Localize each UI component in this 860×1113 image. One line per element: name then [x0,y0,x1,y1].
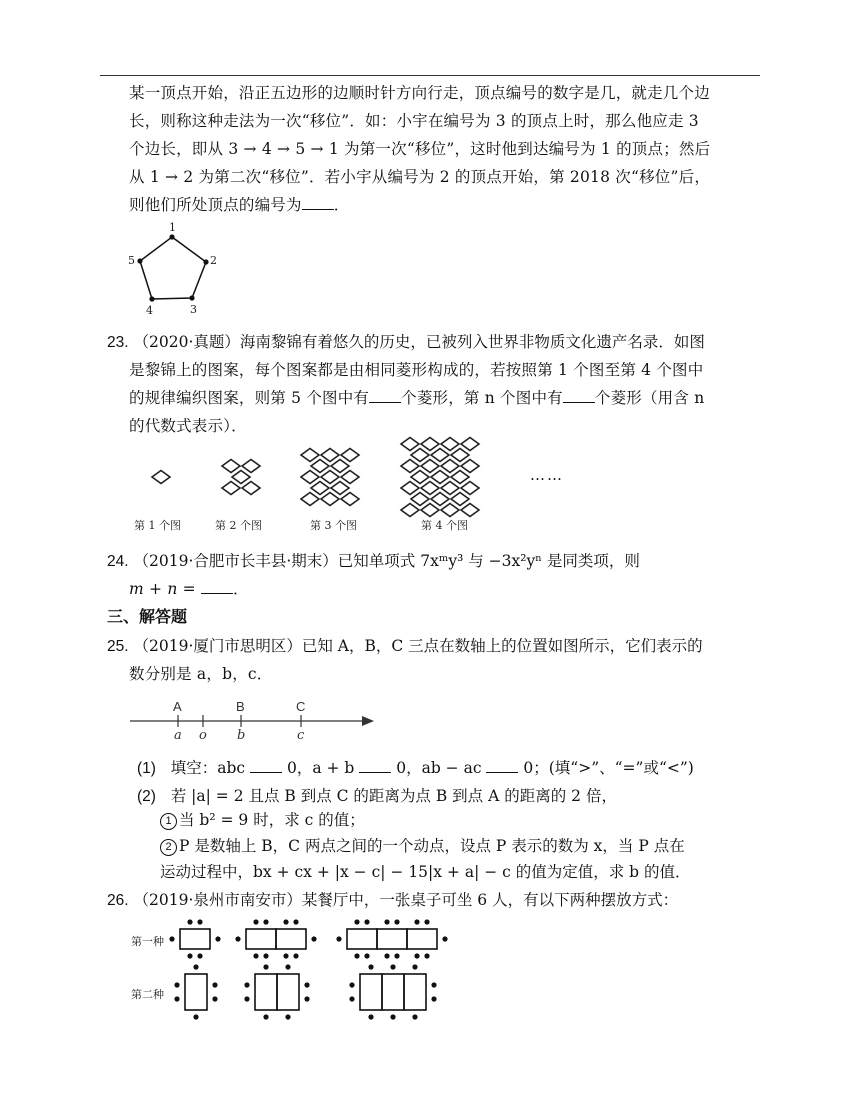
seat [263,1014,268,1019]
seat [197,919,202,924]
q22-line-3: 个边长，即从 3 → 4 → 5 → 1 为第一次“移位”，这时他到达编号为 1 的顶点；然后 [129,140,711,158]
vertex-label-2: 2 [210,254,217,267]
q22-line-1: 某一顶点开始，沿正五边形的边顺时针方向行走，顶点编号的数字是几，就走几个边 [129,84,710,102]
q26-line-1 [107,886,761,915]
seat [414,953,419,958]
seat [442,936,447,941]
q24-line-2 [129,575,761,603]
rhombus [222,482,240,495]
origin-label: o [199,728,207,743]
rhombus [311,460,329,473]
table [180,929,210,949]
circled-number-2: 2 [160,839,177,856]
seat [390,1014,395,1019]
seat [431,996,436,1001]
seat [244,996,249,1001]
seat [263,953,268,958]
rhombus [421,460,439,473]
rhombus [242,460,260,473]
seat [215,936,220,941]
seat [253,953,258,958]
part-label: (2) [137,788,156,805]
rhombus-pattern-figure [128,436,488,536]
table [276,929,306,949]
number-line-figure [128,695,383,745]
question-number: 23. [107,334,129,351]
seat [354,919,359,924]
rhombus [411,449,429,462]
figure-caption-2: 第 2 个图 [215,519,262,532]
seat [304,996,309,1001]
row-label-first: 第一种 [131,935,164,948]
q23-text: （2020·真题）海南黎锦有着悠久的历史，已被列入世界非物质文化遗产名录．如图 [133,333,705,351]
circled-number-1: 1 [160,813,177,830]
seat [169,936,174,941]
seat [390,964,395,969]
figure-caption-1: 第 1 个图 [134,519,181,532]
answer-blank[interactable] [369,388,401,403]
q23-line-3a: 的规律编织图案，则第 5 个图中有 [129,389,370,407]
question-number: 24. [107,553,129,570]
q23-line-4: 的代数式表示）． [129,417,247,435]
q25-subpart-2 [160,832,760,860]
seat [197,953,202,958]
blank-prompt-a-plus-b: 0，a + b [286,759,355,777]
rhombus [441,482,459,495]
q22-line-5 [129,191,761,219]
rhombus [461,438,479,451]
q22-line-4: 从 1 → 2 为第二次“移位”．若小宇从编号为 2 的顶点开始，第 2018 次“移位”后， [129,168,711,186]
blank-prompt-abc: 填空：abc [170,759,246,777]
q23-line-1 [107,328,761,357]
seat [349,996,354,1001]
rhombus [401,504,419,517]
rhombus [341,471,359,484]
seat [235,936,240,941]
rhombus [461,482,479,495]
rhombus [441,460,459,473]
section-heading: 三、解答题 [107,607,188,626]
seat [193,964,198,969]
q23-line-3b: 个菱形，第 n 个图中有 [401,389,563,407]
seat [412,1014,417,1019]
table-arrangement-figure [128,912,468,1027]
q22-line-5-text: 则他们所处顶点的编号为 [129,196,302,214]
seat [412,964,417,969]
pentagon-figure [120,222,220,317]
answer-blank[interactable] [563,388,595,403]
rhombus [152,471,170,484]
q25-subpart-2-cont: 运动过程中，bx + cx + |x − c| − 15|x + a| − c 的值为定值，求 b 的值． [160,863,691,881]
q22-line-2: 长，则称这种走法为一次“移位”．如：小宇在编号为 3 的顶点上时，那么他应走 3 [129,112,699,130]
q25-text: （2019·厦门市思明区）已知 A，B，C 三点在数轴上的位置如图所示，它们表示的 [133,637,703,655]
point-label-A: A [173,699,182,714]
seat [336,936,341,941]
value-label-c: c [297,728,305,743]
subpart-1-text: 当 b² = 9 时，求 c 的值； [179,811,365,829]
rhombus [421,482,439,495]
seat [293,953,298,958]
rhombus [431,493,449,506]
seat [263,964,268,969]
rhombus [242,482,260,495]
table [255,974,277,1010]
rhombus [421,438,439,451]
rhombus [301,493,319,506]
seat [368,964,373,969]
rhombus [401,438,419,451]
part-2-text: 若 |a| = 2 且点 B 到点 C 的距离为点 B 到点 A 的距离的 2 倍， [170,787,617,805]
seat [212,982,217,987]
q23-line-3 [129,384,761,412]
rhombus [331,482,349,495]
q23-line-2: 是黎锦上的图案，每个图案都是由相同菱形构成的，若按照第 1 个图至第 4 个图中 [129,361,704,379]
rhombus [341,449,359,462]
rhombus [321,493,339,506]
seat [394,919,399,924]
question-number: 26. [107,892,129,909]
rhombus [431,449,449,462]
seat [212,996,217,1001]
rhombus [431,471,449,484]
seat [384,953,389,958]
table [382,974,404,1010]
rhombus [341,493,359,506]
table [360,974,382,1010]
seat [285,1014,290,1019]
seat [414,919,419,924]
seat [311,936,316,941]
rhombus [451,493,469,506]
rhombus [401,482,419,495]
seat [364,919,369,924]
seat [394,953,399,958]
q24-text: （2019·合肥市长丰县·期末）已知单项式 7xᵐy³ 与 −3x²yⁿ 是同类项，则 [133,552,640,570]
blank-prompt-end: 0；(填“>”、“=”或“<”) [523,759,694,777]
q24-expression: m + n = [129,580,201,598]
table [277,974,299,1010]
answer-blank[interactable] [302,195,334,210]
seat [263,919,268,924]
seat [283,919,288,924]
vertex-label-4: 4 [146,304,153,317]
answer-blank[interactable] [201,579,233,594]
table [246,929,276,949]
rhombus [222,460,240,473]
rhombus [411,493,429,506]
seat [384,919,389,924]
seat [283,953,288,958]
answer-blank[interactable] [359,758,391,773]
q25-subpart-1 [160,806,365,834]
rhombus [461,504,479,517]
rhombus [232,471,250,484]
q23-line-3c: 个菱形（用含 n [594,389,705,407]
rhombus [461,460,479,473]
seat [304,982,309,987]
ellipsis: …… [530,466,564,484]
vertex-label-5: 5 [128,254,135,267]
rhombus [411,471,429,484]
seat [368,1014,373,1019]
subpart-2-text: P 是数轴上 B，C 两点之间的一个动点，设点 P 表示的数为 x，当 P 点在 [179,837,685,855]
table [347,929,377,949]
answer-blank[interactable] [250,758,282,773]
q22-line-5-end: ． [333,196,350,214]
rhombus [301,471,319,484]
header-rule [100,75,760,76]
seat [187,919,192,924]
seat [253,919,258,924]
point-label-C: C [296,699,306,714]
value-label-a: a [174,728,182,743]
seat [174,996,179,1001]
table [404,974,426,1010]
seat [349,982,354,987]
seat [187,953,192,958]
rhombus [331,460,349,473]
answer-blank[interactable] [486,758,518,773]
vertex-label-1: 1 [169,222,176,234]
rhombus [401,460,419,473]
rhombus [311,482,329,495]
point-label-B: B [236,699,245,714]
table [407,929,437,949]
question-number: 25. [107,638,129,655]
value-label-b: b [237,728,246,743]
seat [431,982,436,987]
figure-caption-4: 第 4 个图 [421,519,468,532]
part-label: (1) [137,760,156,777]
table [377,929,407,949]
q25-line-1 [107,632,761,661]
seat [424,919,429,924]
rhombus [441,438,459,451]
figure-caption-3: 第 3 个图 [310,519,357,532]
q25-part-1 [137,754,694,783]
seat [285,964,290,969]
rhombus [451,471,469,484]
seat [354,953,359,958]
rhombus [451,449,469,462]
q24-line-1 [107,547,761,576]
rhombus [321,471,339,484]
table [185,974,207,1010]
seat [424,953,429,958]
seat [193,1014,198,1019]
seat [174,982,179,987]
q26-text: （2019·泉州市南安市）某餐厅中，一张桌子可坐 6 人，有以下两种摆放方式： [133,891,679,909]
vertex-label-3: 3 [190,303,197,316]
rhombus [421,504,439,517]
rhombus [441,504,459,517]
rhombus [301,449,319,462]
seat [293,919,298,924]
q25-line-2: 数分别是 a，b，c． [129,665,273,683]
q24-end: ． [232,580,249,598]
blank-prompt-ab-minus-ac: 0，ab − ac [396,759,482,777]
row-label-second: 第二种 [131,988,164,1001]
seat [244,982,249,987]
rhombus [321,449,339,462]
seat [364,953,369,958]
